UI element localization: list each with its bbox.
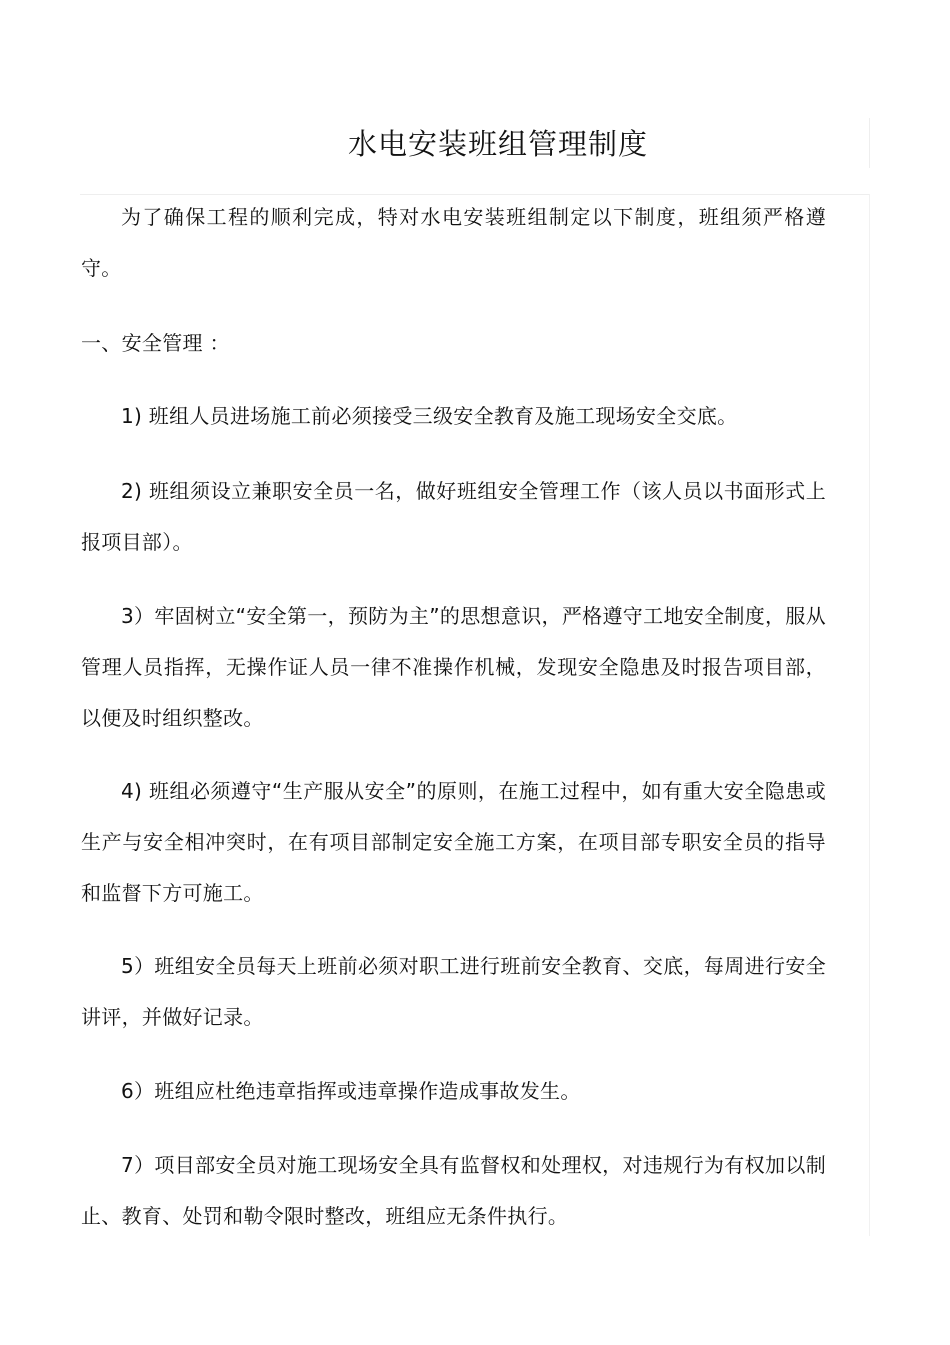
intro-paragraph: 为了确保工程的顺利完成，特对水电安装班组制定以下制度，班组须严格遵守。: [81, 205, 826, 280]
list-item: 7）项目部安全员对施工现场安全具有监督权和处理权，对违规行为有权加以制止、教育、处罚和勒令限时整改，班组应无条件执行。: [81, 1153, 826, 1228]
list-item: 1) 班组人员进场施工前必须接受三级安全教育及施工现场安全交底。: [121, 404, 738, 428]
list-item: 5）班组安全员每天上班前必须对职工进行班前安全教育、交底，每周进行安全讲评，并做好记录。: [81, 954, 826, 1029]
list-item: 2) 班组须设立兼职安全员一名，做好班组安全管理工作（该人员以书面形式上报项目部）。: [81, 479, 826, 554]
list-item: 3）牢固树立“安全第一，预防为主”的思想意识，严格遵守工地安全制度，服从管理人员指挥，无操作证人员一律不准操作机械，发现安全隐患及时报告项目部，以便及时组织整改。: [81, 604, 826, 730]
list-item: 6）班组应杜绝违章指挥或违章操作造成事故发生。: [121, 1079, 581, 1103]
document-title: 水电安装班组管理制度: [347, 127, 648, 161]
list-item: 4) 班组必须遵守“生产服从安全”的原则，在施工过程中，如有重大安全隐患或生产与安全相冲突时，在有项目部制定安全施工方案，在项目部专职安全员的指导和监督下方可施工。: [81, 779, 826, 905]
section-heading: 一、安全管理 ：: [81, 331, 230, 355]
right-border-line: [869, 194, 870, 1236]
